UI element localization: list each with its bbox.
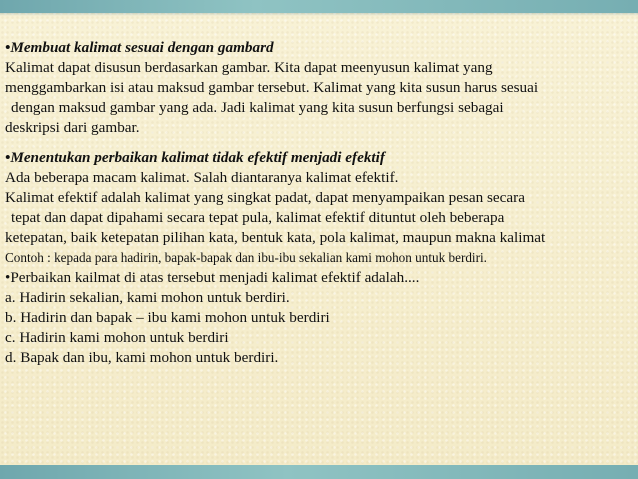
- answer-option-b: b. Hadirin dan bapak – ibu kami mohon untuk berdiri: [5, 309, 330, 326]
- paragraph-line: ketepatan, baik ketepatan pilihan kata, bentuk kata, pola kalimat, maupun makna kalimat: [5, 229, 546, 246]
- paragraph-line: tepat dan dapat dipahami secara tepat pula, kalimat efektif dituntut oleh beberapa: [11, 209, 505, 226]
- section-heading-picture-sentence: •Membuat kalimat sesuai dengan gambard: [5, 39, 274, 56]
- paragraph-line: menggambarkan isi atau maksud gambar tersebut. Kalimat yang kita susun harus sesuai: [5, 79, 539, 96]
- question-text: •Perbaikan kailmat di atas tersebut menjadi kalimat efektif adalah....: [5, 269, 420, 286]
- paragraph-line: deskripsi dari gambar.: [5, 119, 140, 136]
- top-band-shadow: [0, 13, 638, 16]
- section-heading-effective-sentence: •Menentukan perbaikan kalimat tidak efektif menjadi efektif: [5, 149, 385, 166]
- paragraph-line: Ada beberapa macam kalimat. Salah diantaranya kalimat efektif.: [5, 169, 399, 186]
- paragraph-line: dengan maksud gambar yang ada. Jadi kalimat yang kita susun berfungsi sebagai: [11, 99, 504, 116]
- answer-option-d: d. Bapak dan ibu, kami mohon untuk berdiri.: [5, 349, 279, 366]
- example-sentence: Contoh : kepada para hadirin, bapak-bapak dan ibu-ibu sekalian kami mohon untuk berdiri.: [5, 250, 487, 265]
- answer-option-a: a. Hadirin sekalian, kami mohon untuk berdiri.: [5, 289, 290, 306]
- bottom-decorative-band: [0, 465, 638, 479]
- paragraph-line: Kalimat dapat disusun berdasarkan gambar. Kita dapat meenyusun kalimat yang: [5, 59, 493, 76]
- top-decorative-band: [0, 0, 638, 13]
- slide-content: [5, 38, 637, 368]
- answer-option-c: c. Hadirin kami mohon untuk berdiri: [5, 329, 229, 346]
- paragraph-line: Kalimat efektif adalah kalimat yang singkat padat, dapat menyampaikan pesan secara: [5, 189, 525, 206]
